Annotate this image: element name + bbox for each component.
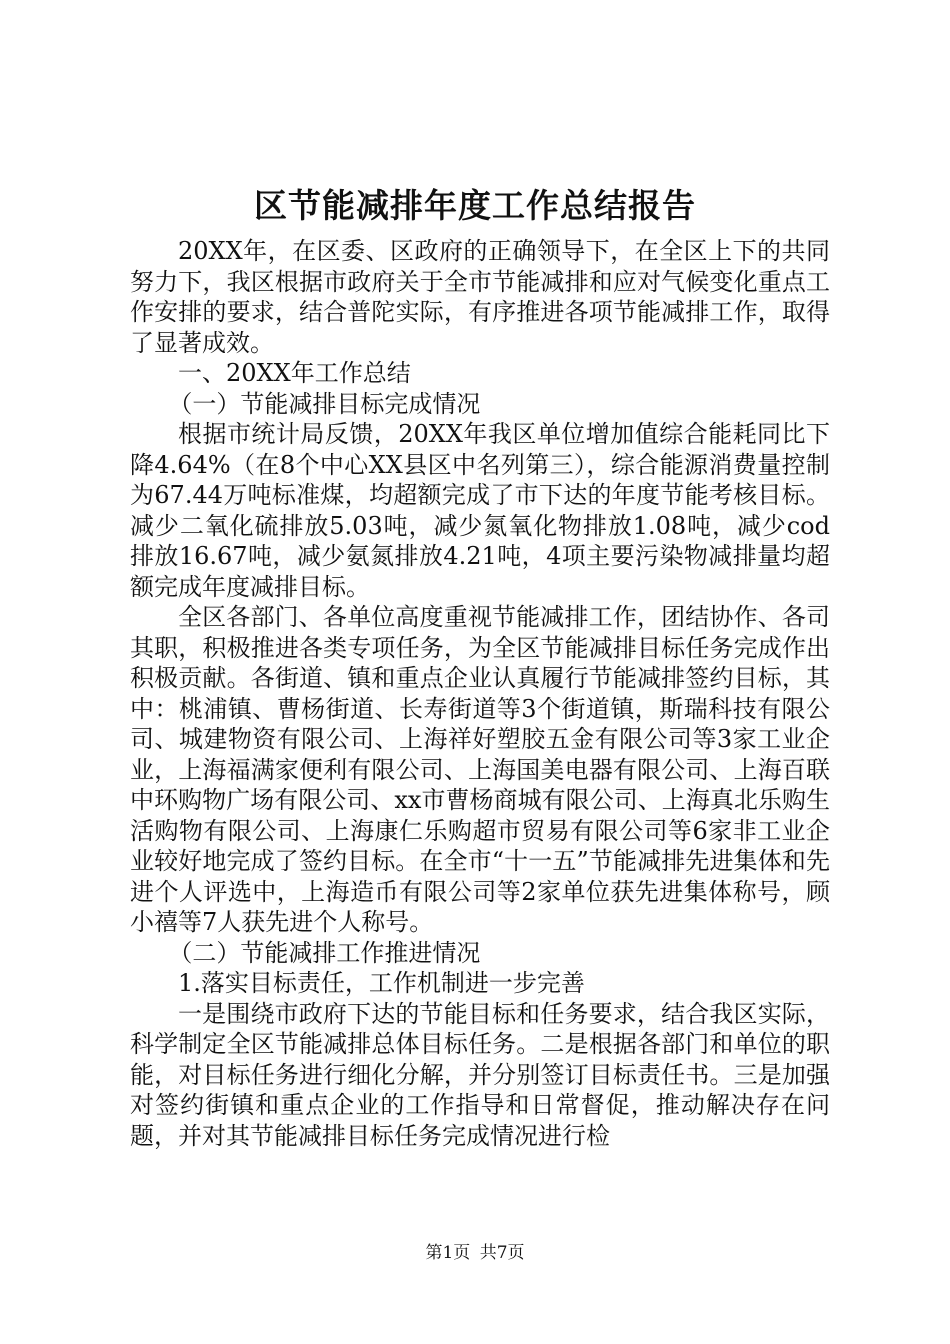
page-footer xyxy=(0,1241,950,1265)
subsection-heading-2: （二）节能减排工作推进情况 xyxy=(168,938,481,967)
section-heading-1: 一、20XX年工作总结 xyxy=(178,359,411,387)
paragraph-departments: 全区各部门、各单位高度重视节能减排工作，团结协作、各司其职，积极推进各类专项任务，为全区节能减排目标任务完成作出积极贡献。各街道、镇和重点企业认真履行节能减排签约目标，其中：桃浦镇、曹杨街道、长寿街道等3个街道镇，斯瑞科技有限公司、城建物资有限公司、上海祥好塑胶五金有限公司等3家工业企业，上海福满家便利有限公司、上海国美电器有限公司、上海百联中环购物广场有限公司、xx市曹杨商城有限公司、上海真北乐购生活购物有限公司、上海康仁乐购超市贸易有限公司等6家非工业企业较好地完成了签约目标。在全市“十一五”节能减排先进集体和先进个人评选中，上海造币有限公司等2家单位获先进集体称号，顾小禧等7人获先进个人称号。 xyxy=(130,603,830,936)
document-title: 区节能减排年度工作总结报告 xyxy=(254,186,696,225)
subsection-heading-1: （一）节能减排目标完成情况 xyxy=(168,389,481,418)
page-number: 第1页 xyxy=(425,1243,471,1263)
page-total: 共7页 xyxy=(479,1243,525,1263)
document-body xyxy=(130,236,830,1151)
paragraph-targets: 根据市统计局反馈，20XX年我区单位增加值综合能耗同比下降4.64%（在8个中心XX县区中名列第三），综合能源消费量控制为67.44万吨标准煤，均超额完成了市下达的年度节能考核目标。减少二氧化硫排放5.03吨，减少氮氧化物排放1.08吨，减少cod排放16.67吨，减少氨氮排放4.21吨，4项主要污染物减排量均超额完成年度减排目标。 xyxy=(130,420,830,601)
paragraph-intro: 20XX年，在区委、区政府的正确领导下，在全区上下的共同努力下，我区根据市政府关于全市节能减排和应对气候变化重点工作安排的要求，结合普陀实际，有序推进各项节能减排工作，取得了显著成效。 xyxy=(130,237,830,357)
paragraph-responsibility: 一是围绕市政府下达的节能目标和任务要求，结合我区实际，科学制定全区节能减排总体目标任务。二是根据各部门和单位的职能，对目标任务进行细化分解，并分别签订目标责任书。三是加强对签约街镇和重点企业的工作指导和日常督促，推动解决存在问题，并对其节能减排目标任务完成情况进行检 xyxy=(130,999,830,1150)
item-heading-1: 1.落实目标责任，工作机制进一步完善 xyxy=(178,969,585,997)
